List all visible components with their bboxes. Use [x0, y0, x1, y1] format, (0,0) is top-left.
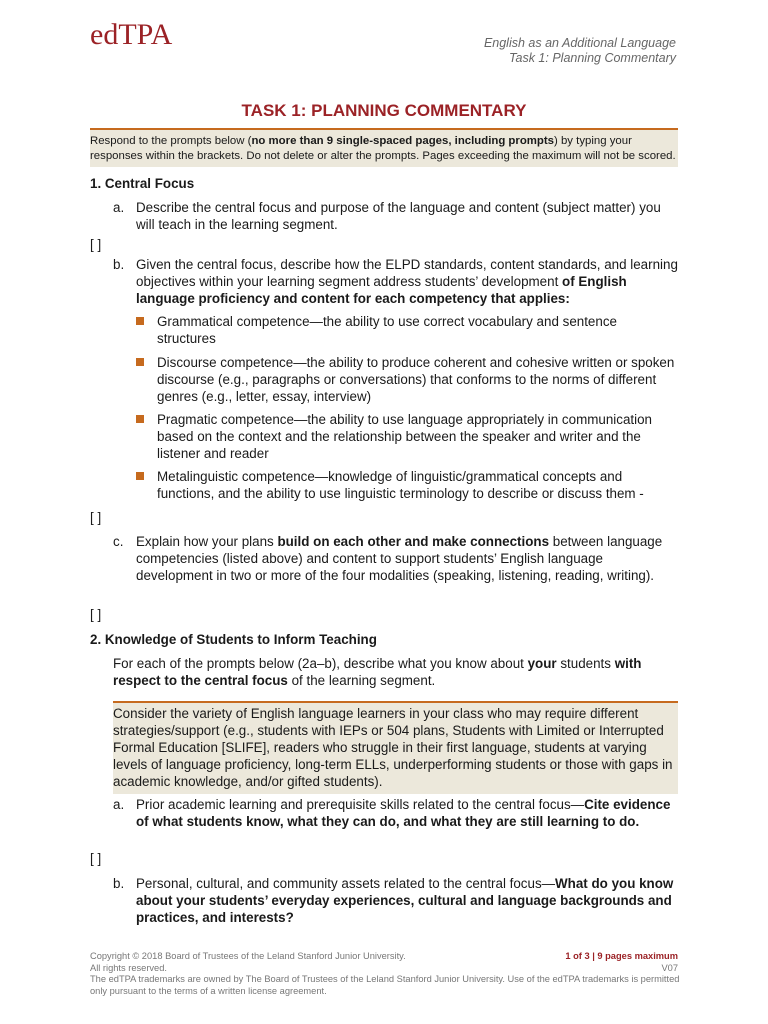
prompt-text: Describe the central focus and purpose of the language and content (subject matter) you will teach in the learning segment.: [136, 200, 661, 232]
response-bracket-1c[interactable]: [ ]: [90, 607, 102, 622]
prompt-1a: [113, 199, 678, 233]
prompt-label: a.: [113, 797, 125, 812]
prompt-bold: of English language proficiency and content for each competency that applies:: [136, 274, 627, 306]
bullet-pragmatic: [136, 411, 678, 462]
square-bullet-icon: [136, 415, 144, 423]
footer-trademark: The edTPA trademarks are owned by The Board of Trustees of the Leland Stanford Junior University. Use of the edTPA trademarks is permitted only pursuant to the terms of a written license agreement.: [90, 974, 680, 996]
page-number: 1 of 3 | 9 pages maximum: [565, 951, 678, 961]
bullet-text: Pragmatic competence—the ability to use language appropriately in communication based on the context and the relationship between the speaker and writer and the listener and reader: [157, 412, 652, 461]
prompt-2b: [113, 875, 678, 926]
prompt-label: c.: [113, 534, 124, 549]
edtpa-logo: edTPA: [90, 18, 173, 51]
prompt-2a: [113, 796, 678, 830]
bullet-text: Grammatical competence—the ability to use correct vocabulary and sentence structures: [157, 314, 617, 346]
intro-bold: your: [527, 656, 557, 671]
response-bracket-1b[interactable]: [ ]: [90, 510, 102, 525]
bullet-text: Metalinguistic competence—knowledge of linguistic/grammatical concepts and functions, and the ability to use linguistic terminology to describe or discuss them -: [157, 469, 644, 501]
section-1-heading: 1. Central Focus: [90, 176, 195, 191]
intro-text-end: of the learning segment.: [287, 673, 436, 688]
intro-text: For each of the prompts below (2a–b), describe what you know about: [113, 656, 528, 671]
instructions-bold: no more than 9 single-spaced pages, including prompts: [251, 135, 554, 147]
footer-rights: All rights reserved.: [90, 962, 167, 973]
prompt-text: Explain how your plans: [136, 534, 278, 549]
footer-page-info: [565, 951, 678, 974]
header-task: Task 1: Planning Commentary: [509, 51, 676, 65]
version-label: V07: [661, 962, 678, 973]
square-bullet-icon: [136, 472, 144, 480]
page-title: TASK 1: PLANNING COMMENTARY: [241, 101, 527, 120]
section-2-heading: 2. Knowledge of Students to Inform Teaching: [90, 632, 377, 647]
consider-box: Consider the variety of English language learners in your class who may require different strategies/support (e.g., students with IEPs or 504 plans, Students with Limited or Interrupted Formal Education [SLIFE], readers who struggle in their first language, students at varying levels of language proficiency, long-term ELLs, underperforming students or those with gaps in academic knowledge, and/or gifted students).: [113, 701, 678, 794]
instructions-box: [90, 128, 678, 167]
prompt-bold: What do you know about your students’ everyday experiences, cultural and language backgrounds and practices, and interests?: [136, 876, 674, 925]
intro-text-mid: students: [556, 656, 615, 671]
prompt-bold: Cite evidence of what students know, what they can do, and what they are still learning to do.: [136, 797, 671, 829]
prompt-label: b.: [113, 876, 125, 891]
header-subject: English as an Additional Language: [483, 36, 676, 50]
prompt-1c: [113, 533, 678, 584]
instructions-text-end: ) by typing your responses within the brackets. Do not delete or alter the prompts. Pages exceeding the maximum will not be scored.: [90, 135, 676, 162]
bullet-discourse: [136, 354, 678, 405]
prompt-text: Personal, cultural, and community assets related to the central focus—: [136, 876, 556, 891]
prompt-label: b.: [113, 257, 125, 272]
section-2-intro: [113, 655, 678, 689]
prompt-bold: build on each other and make connections: [277, 534, 550, 549]
prompt-text: Given the central focus, describe how the ELPD standards, content standards, and learning objectives within your learning segment address students’ development: [136, 257, 678, 289]
prompt-text-end: between language competencies (listed above) and content to support students’ English language development in two or more of the four modalities (speaking, listening, reading, writing).: [136, 534, 663, 583]
bullet-grammatical: [136, 313, 678, 347]
instructions-text: Respond to the prompts below (: [90, 135, 252, 147]
footer-copyright: Copyright © 2018 Board of Trustees of the Leland Stanford Junior University.: [90, 951, 406, 961]
square-bullet-icon: [136, 317, 144, 325]
prompt-text: Prior academic learning and prerequisite skills related to the central focus—: [136, 797, 585, 812]
prompt-label: a.: [113, 200, 125, 215]
square-bullet-icon: [136, 358, 144, 366]
intro-bold-focus: with respect to the central focus: [113, 656, 642, 688]
document-header: [484, 36, 676, 66]
response-bracket-1a[interactable]: [ ]: [90, 237, 102, 252]
prompt-1b: [113, 256, 678, 307]
bullet-text: Discourse competence—the ability to produce coherent and cohesive written or spoken discourse (e.g., paragraphs or conversations) that conforms to the norms of different genres (e.g., letter, essay, interview): [157, 355, 675, 404]
bullet-metalinguistic: [136, 468, 678, 502]
response-bracket-2a[interactable]: [ ]: [90, 851, 102, 866]
